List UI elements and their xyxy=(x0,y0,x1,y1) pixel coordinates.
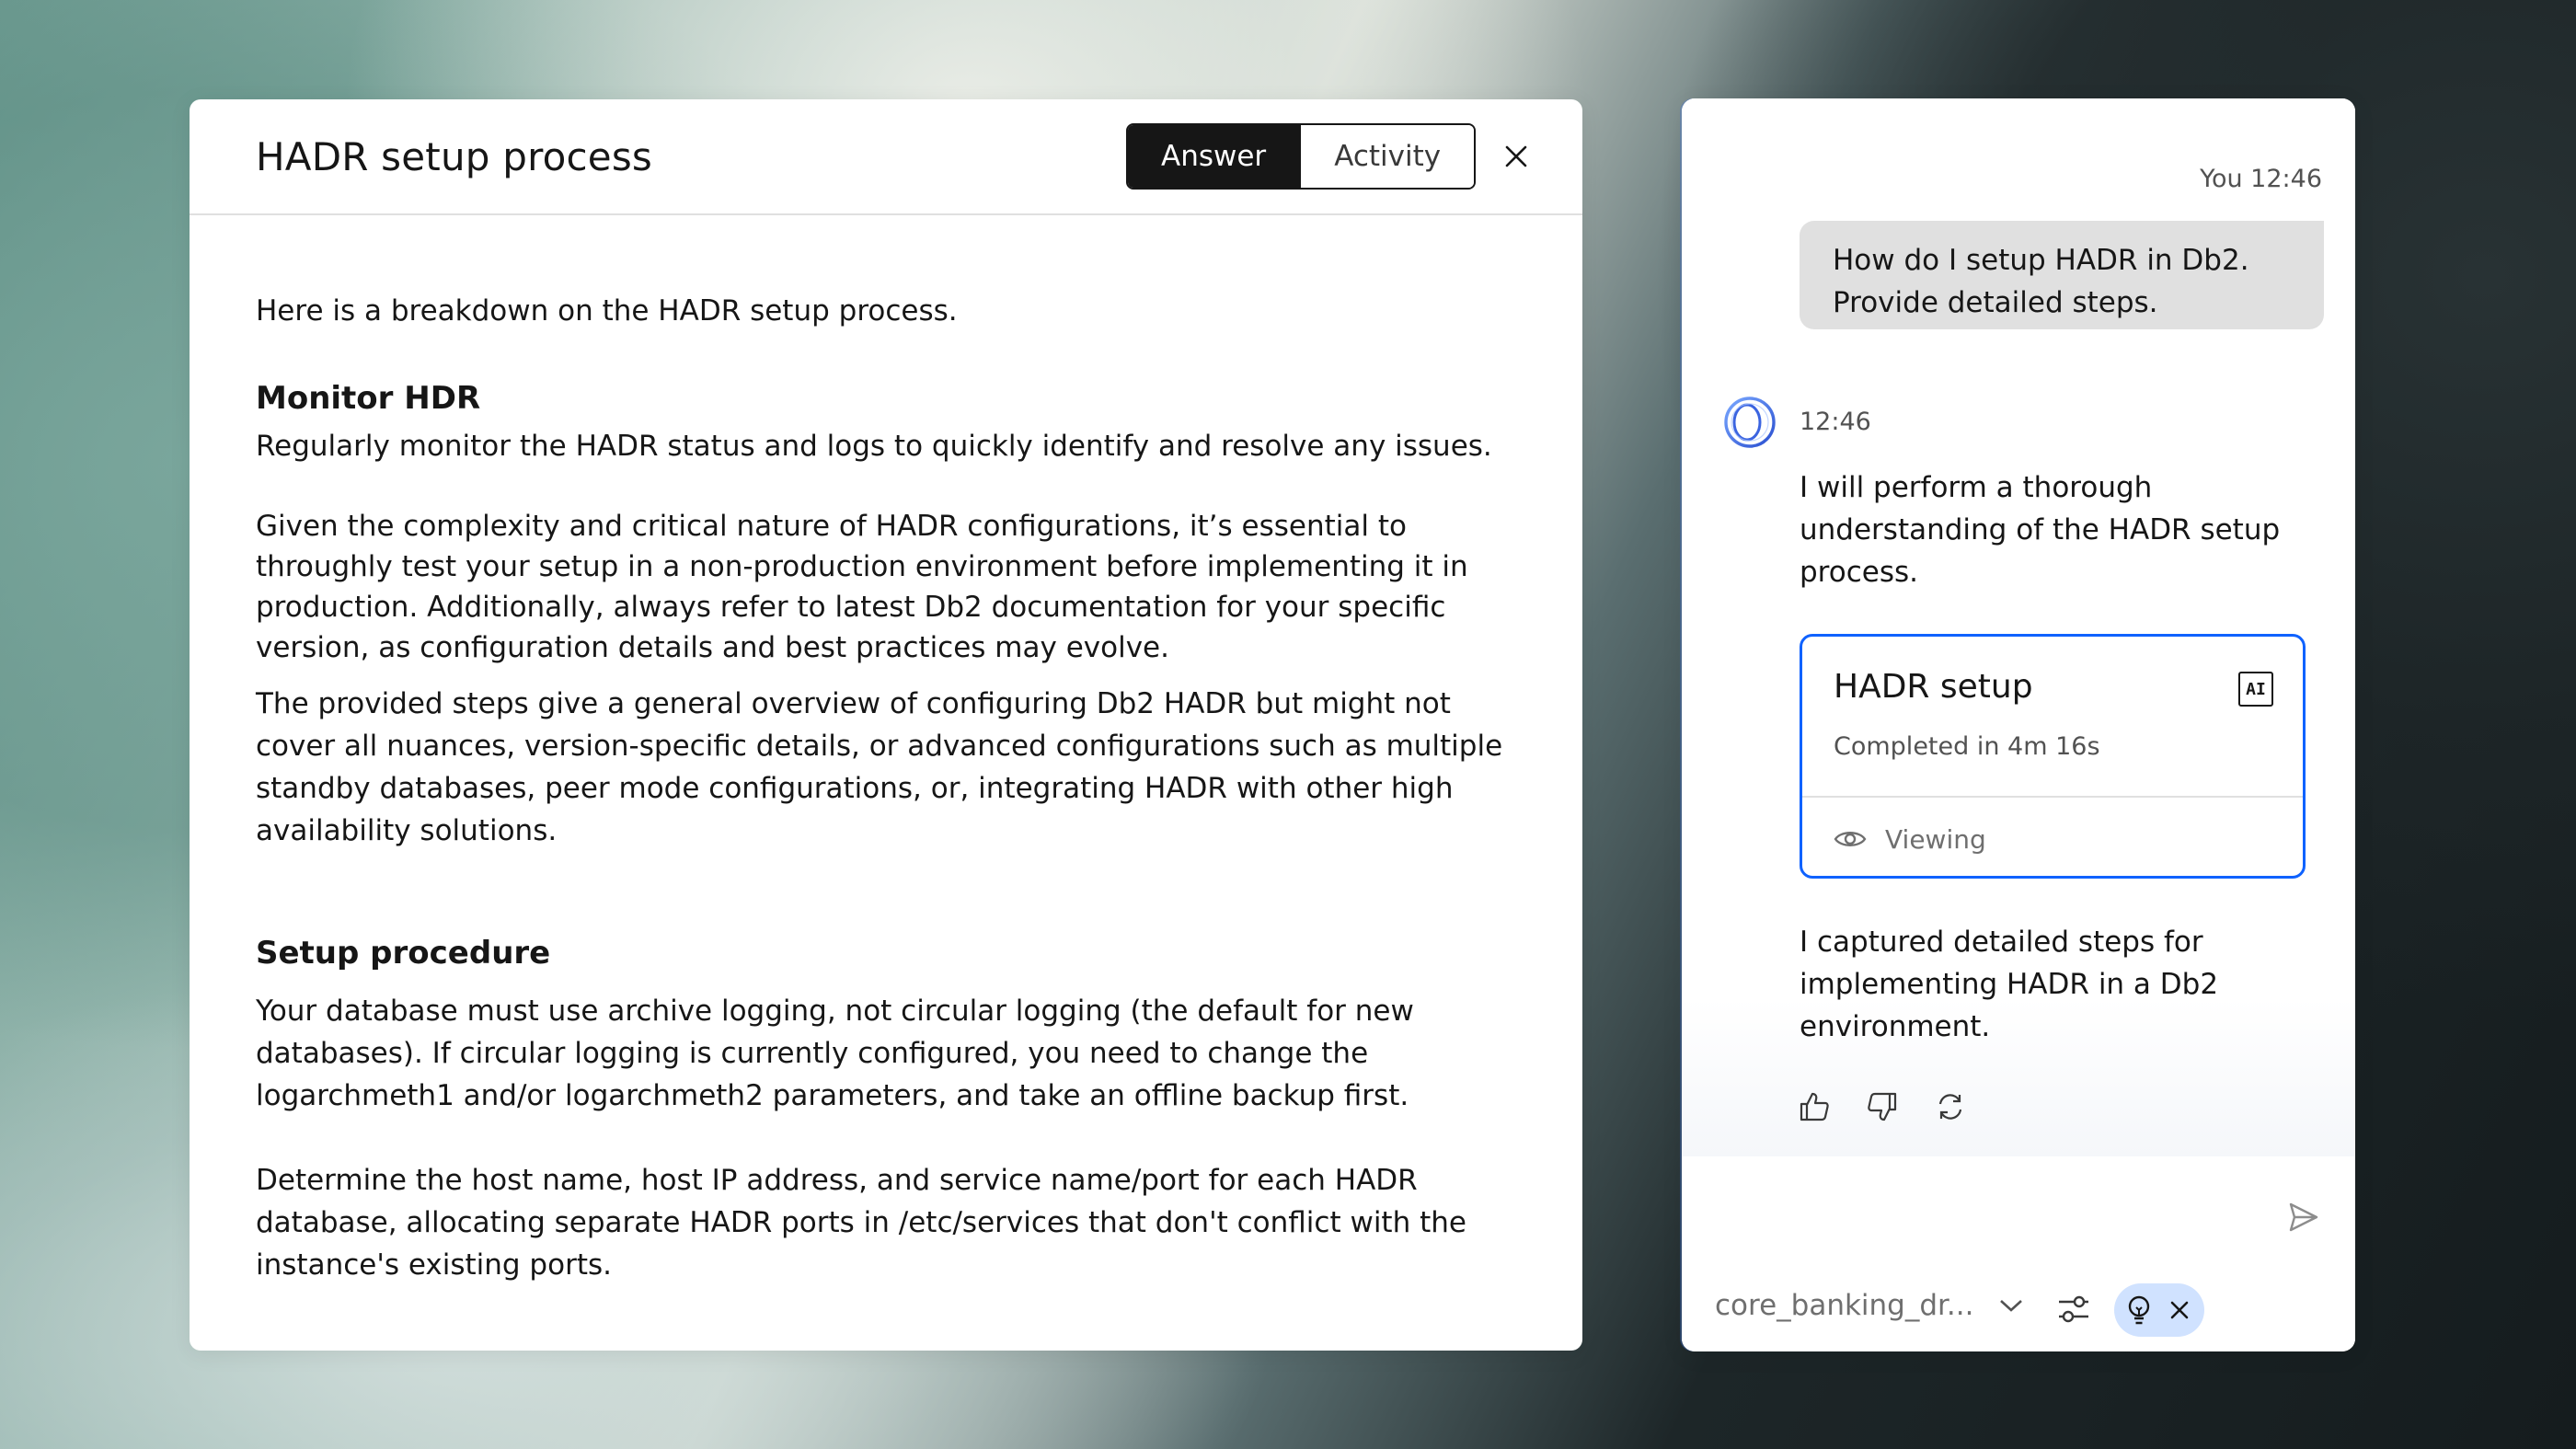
paragraph: Your database must use archive logging, not circular logging (the default for new databases). If circular logging is currently configured, you need to change the logarchmeth1 and/or logarchmeth2 parameters, and take an offline backup first. xyxy=(256,995,1414,1112)
task-card-title: HADR setup xyxy=(1834,668,2033,706)
send-button[interactable] xyxy=(2285,1199,2322,1236)
lightbulb-icon xyxy=(2122,1294,2156,1327)
assistant-avatar-icon xyxy=(1722,395,1777,450)
paragraph: Given the complexity and critical nature of HADR configurations, it’s essential to throughly test your setup in a non-production environment before implementing it in production. Additionally, always refer to latest Db2 documentation for your specific version, as configuration details and best practices may evolve. xyxy=(256,510,1468,664)
message-reactions xyxy=(1796,1088,1969,1125)
eye-icon xyxy=(1834,828,1867,850)
user-message-bubble: How do I setup HADR in Db2. Provide detailed steps. xyxy=(1800,221,2324,329)
paragraph: Determine the host name, host IP address, and service name/port for each HADR database, allocating separate HADR ports in /etc/services that don't conflict with the instance's existing ports. xyxy=(256,1164,1466,1282)
regenerate-button[interactable] xyxy=(1932,1088,1969,1125)
refresh-icon xyxy=(1934,1090,1967,1123)
section-heading-monitor: Monitor HDR xyxy=(256,380,481,417)
modal-title: HADR setup process xyxy=(256,133,653,179)
chat-panel xyxy=(1682,98,2355,1351)
chat-input-area[interactable] xyxy=(1682,1156,2355,1351)
ai-badge-icon: AI xyxy=(2238,672,2273,707)
section-heading-setup: Setup procedure xyxy=(256,935,551,972)
modal-body xyxy=(190,215,1582,1286)
assistant-message-time: 12:46 xyxy=(1800,408,1871,436)
close-icon xyxy=(1504,144,1528,168)
paragraph: The provided steps give a general overview of configuring Db2 HADR but might not cover all nuances, version-specific details, or advanced configurations such as multiple standby databases, peer mode configurations, or, integrating HADR with other high availability solutions. xyxy=(256,687,1503,847)
user-message-meta: You 12:46 xyxy=(2200,165,2322,193)
close-button[interactable] xyxy=(1496,136,1536,177)
divider xyxy=(1802,796,2303,798)
send-icon xyxy=(2285,1199,2322,1236)
close-icon xyxy=(2169,1300,2190,1320)
answer-modal xyxy=(190,99,1582,1351)
thumbs-down-icon xyxy=(1866,1090,1899,1123)
chevron-down-icon xyxy=(1998,1297,2024,1314)
tab-activity[interactable]: Activity xyxy=(1299,125,1474,188)
chat-history[interactable] xyxy=(1682,98,2355,1156)
task-card-duration: Completed in 4m 16s xyxy=(1834,732,2100,761)
remove-chip-button[interactable] xyxy=(2163,1294,2196,1327)
sliders-icon xyxy=(2053,1289,2094,1329)
tab-answer[interactable]: Answer xyxy=(1128,125,1299,188)
task-card[interactable] xyxy=(1800,634,2306,879)
settings-sliders-button[interactable] xyxy=(2053,1289,2094,1329)
paragraph: Regularly monitor the HADR status and logs to quickly identify and resolve any issues. xyxy=(256,430,1492,463)
thumbs-up-icon xyxy=(1798,1090,1831,1123)
thumbs-up-button[interactable] xyxy=(1796,1088,1833,1125)
task-card-status xyxy=(1834,811,1986,867)
context-chip xyxy=(2114,1283,2204,1337)
modal-header xyxy=(190,99,1582,215)
intro-text: Here is a breakdown on the HADR setup process. xyxy=(256,294,958,328)
assistant-message: I will perform a thorough understanding of the HADR setup process. xyxy=(1800,471,2281,589)
task-card-status-label: Viewing xyxy=(1885,823,1986,855)
view-switcher xyxy=(1126,123,1476,190)
model-selector-value: core_banking_dr... xyxy=(1715,1289,1974,1322)
model-selector[interactable] xyxy=(1715,1289,2024,1322)
assistant-message: I captured detailed steps for implementing HADR in a Db2 environment. xyxy=(1800,926,2219,1043)
thumbs-down-button[interactable] xyxy=(1864,1088,1901,1125)
